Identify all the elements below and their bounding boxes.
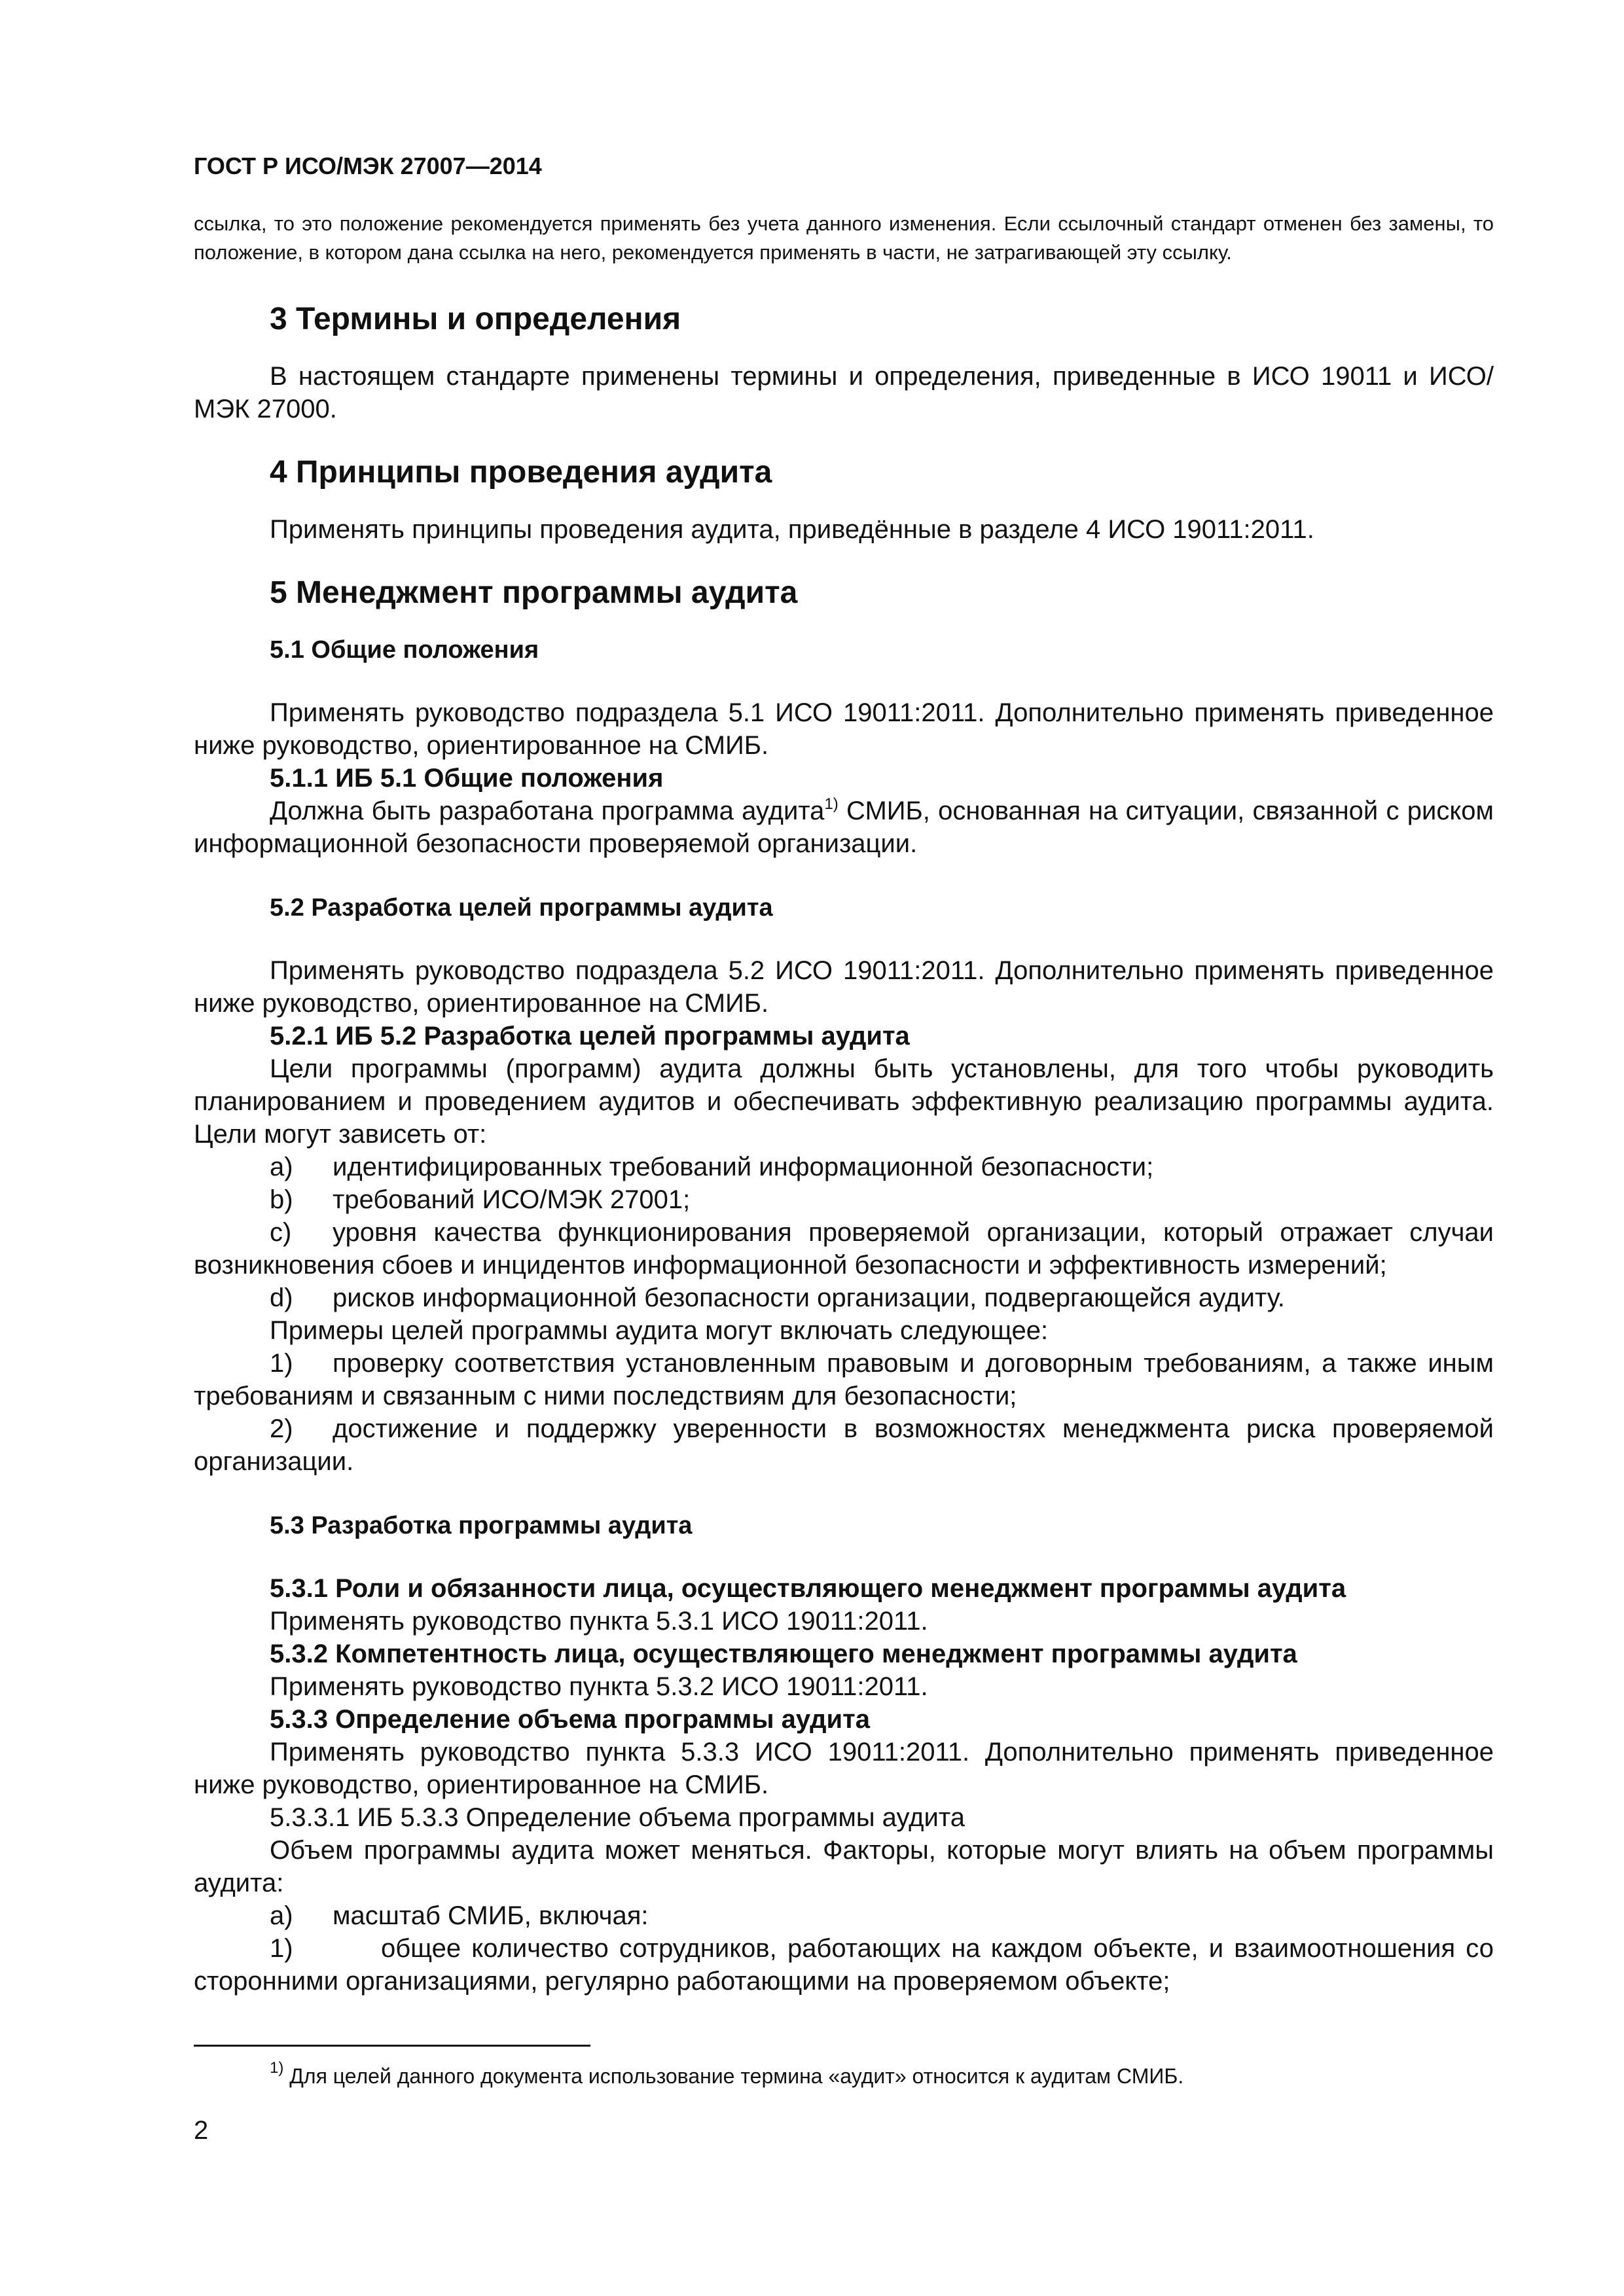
list-marker: d) — [270, 1283, 293, 1312]
list-marker: 2) — [270, 1414, 293, 1443]
list-item — [194, 1282, 1494, 1314]
list-item-text: достижение и поддержку уверенности в возможностях менеджмента риска проверяемой организации. — [194, 1414, 1494, 1476]
list-item-text: проверку соответствия установленным правовым и договорным требованиям, а также иным требованиям и связанным с ними последствиям для безопасности; — [194, 1349, 1494, 1410]
section-5-3-3-1-title: 5.3.3.1 ИБ 5.3.3 Определение объема программы аудита — [270, 1803, 965, 1832]
section-5-2-text: Применять руководство подраздела 5.2 ИСО 19011:2011. Дополнительно применять приведенное ниже руководство, ориентированное на СМИБ. — [194, 956, 1494, 1018]
list-marker: 1) — [270, 1934, 293, 1963]
list-item — [194, 1216, 1494, 1282]
section-5-3-1-title: 5.3.1 Роли и обязанности лица, осуществляющего менеджмент программы аудита — [270, 1574, 1346, 1603]
document-header: ГОСТ Р ИСО/МЭК 27007—2014 — [194, 152, 542, 179]
list-item-text: требований ИСО/МЭК 27001; — [333, 1185, 691, 1214]
section-4-text: Применять принципы проведения аудита, приведённые в разделе 4 ИСО 19011:2011. — [270, 515, 1314, 544]
section-5-1-1-text-b: СМИБ, основанная на ситуации, связанной с риском информационной безопасности проверяемой организации. — [194, 797, 1494, 858]
intro-paragraph: ссылка, то это положение рекомендуется применять без учета данного изменения. Если ссылочный стандарт отменен без замены, то положение, в котором дана ссылка на него, рекомендуется применять в части, не затрагивающей эту ссылку. — [194, 212, 1494, 264]
list-marker: 1) — [270, 1349, 293, 1378]
section-5-1-1-title: 5.1.1 ИБ 5.1 Общие положения — [270, 764, 664, 793]
list-item — [194, 1899, 1494, 1932]
section-5-1-text: Применять руководство подраздела 5.1 ИСО 19011:2011. Дополнительно применять приведенное ниже руководство, ориентированное на СМИБ. — [194, 698, 1494, 760]
section-5-3-title: 5.3 Разработка программы аудита — [270, 1512, 693, 1539]
list-marker: c) — [270, 1218, 292, 1247]
page-number: 2 — [194, 2116, 209, 2145]
footnote-divider — [194, 2045, 590, 2047]
footnote-text: Для целей данного документа использование термина «аудит» относится к аудитам СМИБ. — [283, 2064, 1184, 2088]
section-5-2-1-text: Цели программы (программ) аудита должны быть установлены, для того чтобы руководить планированием и проведением аудитов и обеспечивать эффективную реализацию программы аудита. Цели могут зависеть от: — [194, 1054, 1494, 1149]
section-5-1-1-text-a: Должна быть разработана программа аудита — [270, 797, 825, 825]
section-5-3-3-title: 5.3.3 Определение объема программы аудита — [270, 1705, 870, 1734]
section-5-3-3-1-text: Объем программы аудита может меняться. Факторы, которые могут влиять на объем программы аудита: — [194, 1836, 1494, 1897]
section-5-3-2-text: Применять руководство пункта 5.3.2 ИСО 19011:2011. — [270, 1672, 928, 1701]
list-item — [194, 1412, 1494, 1478]
list-item — [194, 1151, 1494, 1183]
section-3-title: 3 Термины и определения — [270, 302, 681, 336]
list-item-text: масштаб СМИБ, включая: — [333, 1901, 649, 1930]
list-item — [194, 1183, 1494, 1216]
list-item-text: уровня качества функционирования проверяемой организации, который отражает случаи возникновения сбоев и инцидентов информационной безопасности и эффективность измерений; — [194, 1218, 1494, 1280]
section-5-3-1-text: Применять руководство пункта 5.3.1 ИСО 19011:2011. — [270, 1607, 928, 1636]
section-5-2-title: 5.2 Разработка целей программы аудита — [270, 894, 773, 922]
list-marker: b) — [270, 1185, 293, 1214]
footnote — [270, 2059, 1487, 2090]
list-marker: a) — [270, 1901, 293, 1930]
examples-intro: Примеры целей программы аудита могут включать следующее: — [270, 1316, 1049, 1345]
section-5-1-title: 5.1 Общие положения — [270, 636, 539, 664]
list-item-text: рисков информационной безопасности организации, подвергающейся аудиту. — [333, 1283, 1285, 1312]
section-5-3-3-text: Применять руководство пункта 5.3.3 ИСО 19011:2011. Дополнительно применять приведенное ниже руководство, ориентированное на СМИБ. — [194, 1738, 1494, 1799]
list-item-text: идентифицированных требований информационной безопасности; — [333, 1153, 1154, 1181]
list-item — [194, 1347, 1494, 1412]
list-item-text: общее количество сотрудников, работающих на каждом объекте, и взаимоотношения со сторонними организациями, регулярно работающими на проверяемом объекте; — [194, 1934, 1494, 1996]
list-marker: a) — [270, 1153, 293, 1181]
section-5-3-2-title: 5.3.2 Компетентность лица, осуществляющего менеджмент программы аудита — [270, 1640, 1297, 1668]
section-5-title: 5 Менеджмент программы аудита — [270, 575, 798, 610]
section-5-2-1-title: 5.2.1 ИБ 5.2 Разработка целей программы аудита — [270, 1022, 910, 1050]
section-5-1-1-text — [194, 795, 1494, 860]
page-content — [194, 152, 1494, 1998]
section-3-text: В настоящем стандарте применены термины и определения, приведенные в ИСО 19011 и ИСО/МЭК 27000. — [194, 362, 1494, 423]
footnote-ref: 1) — [824, 795, 839, 813]
list-item — [194, 1932, 1494, 1998]
footnote-marker: 1) — [270, 2059, 284, 2077]
section-4-title: 4 Принципы проведения аудита — [270, 455, 772, 490]
